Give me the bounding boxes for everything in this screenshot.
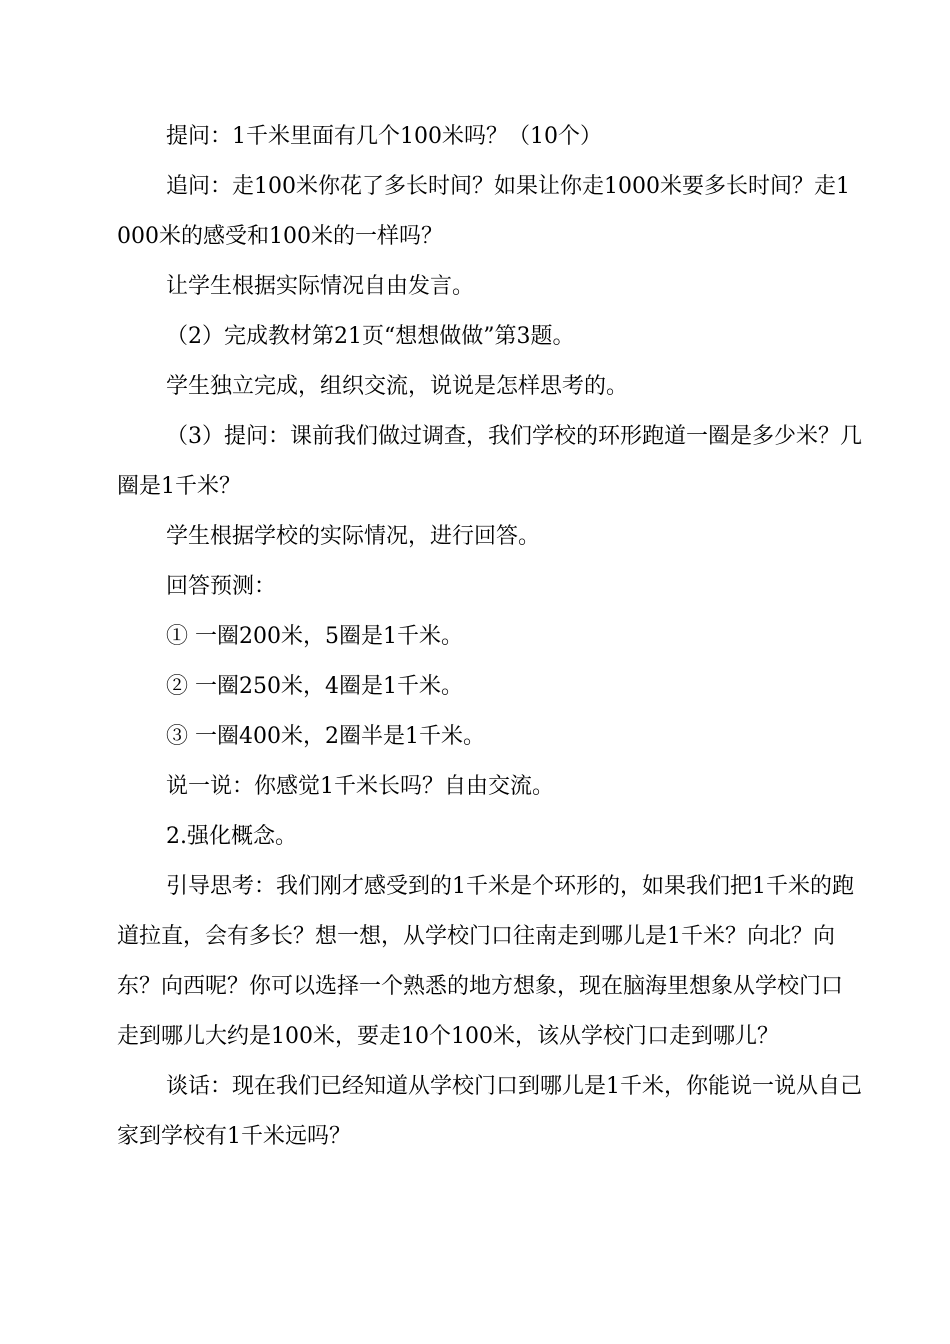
list-item-prediction-2: ② 一圈250米，4圈是1千米。 xyxy=(166,674,463,699)
paragraph-guided-thinking: 引导思考：我们刚才感受到的1千米是个环形的，如果我们把1千米的跑道拉直，会有多长？想一想，从学校门口往南走到哪儿是1千米？向北？向东？向西呢？你可以选择一个熟悉的地方想象，现在脑海里想象从学校门口走到哪儿大约是100米，要走10个100米，该从学校门口走到哪儿？ xyxy=(117,874,854,1049)
paragraph-followup-question: 追问：走100米你花了多长时间？如果让你走1000米要多长时间？走1000米的感受和100米的一样吗？ xyxy=(117,174,850,249)
list-item-prediction-1: ① 一圈200米，5圈是1千米。 xyxy=(166,624,463,649)
paragraph-free-speech: 让学生根据实际情况自由发言。 xyxy=(166,274,475,299)
section-heading-reinforce-concept: 2.强化概念。 xyxy=(166,824,297,849)
paragraph-question-1km: 提问：1千米里面有几个100米吗？（10个） xyxy=(166,124,602,149)
list-item-prediction-3: ③ 一圈400米，2圈半是1千米。 xyxy=(166,724,485,749)
document-body xyxy=(117,112,863,1162)
paragraph-textbook-exercise: （2）完成教材第21页“想想做做”第3题。 xyxy=(166,324,575,349)
paragraph-answer-prediction: 回答预测： xyxy=(166,574,277,599)
paragraph-conversation: 谈话：现在我们已经知道从学校门口到哪儿是1千米，你能说一说从自己家到学校有1千米远吗？ xyxy=(117,1074,862,1149)
paragraph-track-question: （3）提问：课前我们做过调查，我们学校的环形跑道一圈是多少米？几圈是1千米？ xyxy=(117,424,862,499)
paragraph-student-answer: 学生根据学校的实际情况，进行回答。 xyxy=(166,524,541,549)
paragraph-discussion: 说一说：你感觉1千米长吗？自由交流。 xyxy=(166,774,554,799)
paragraph-independent-work: 学生独立完成，组织交流，说说是怎样思考的。 xyxy=(166,374,629,399)
